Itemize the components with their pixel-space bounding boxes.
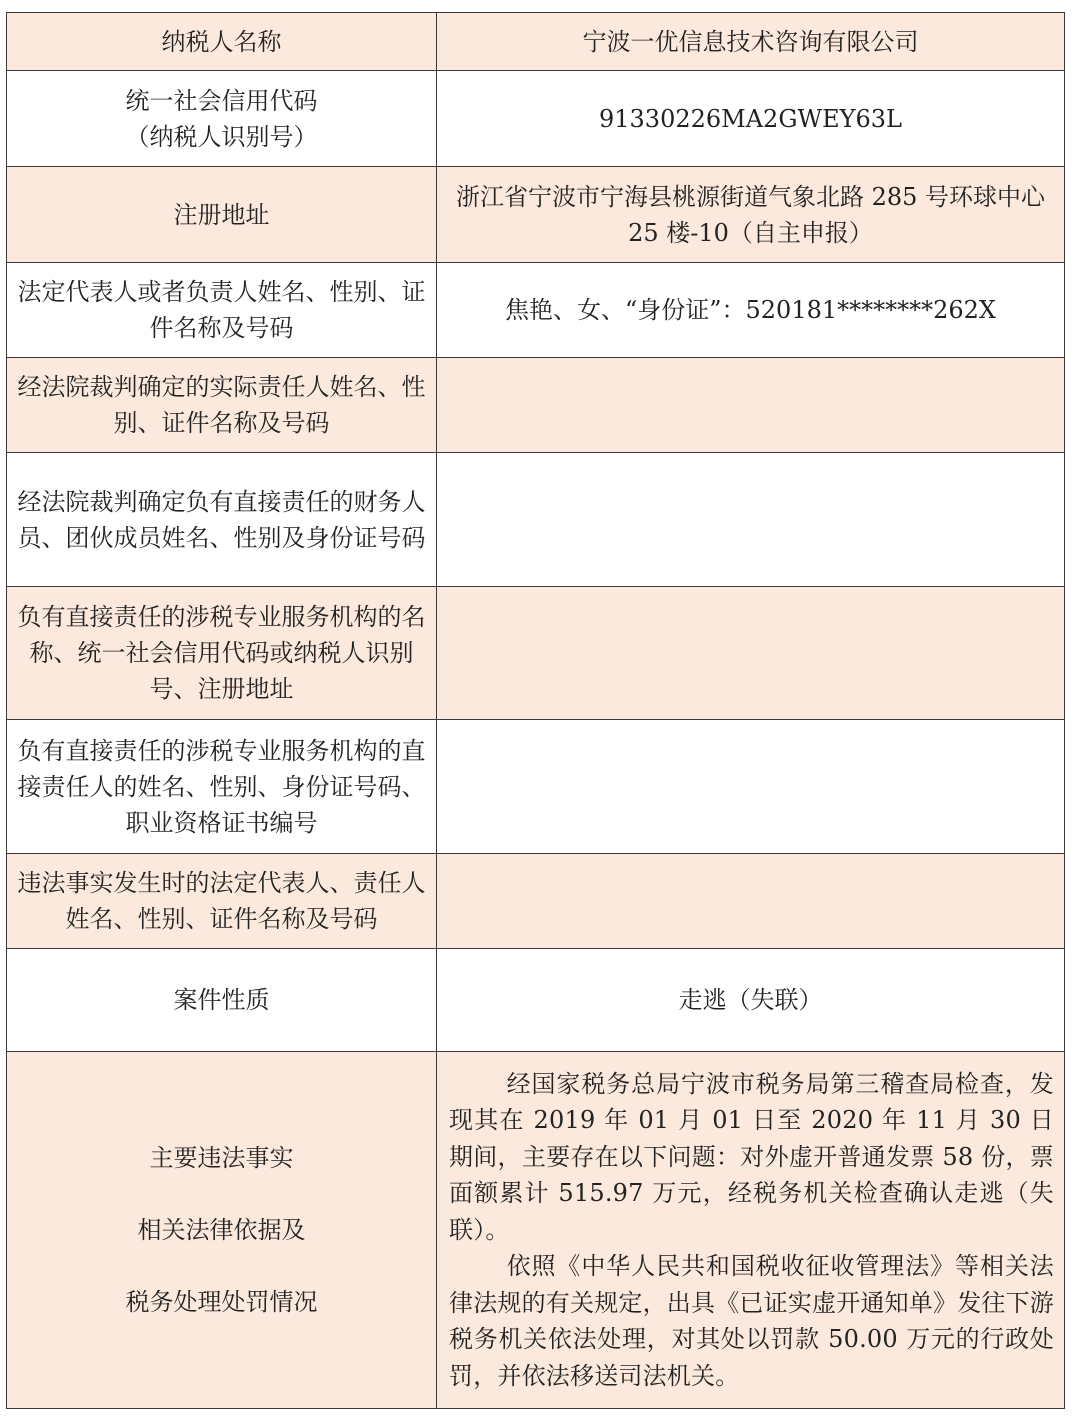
value-agency-responsible-person <box>437 720 1065 854</box>
tax-violation-table <box>6 12 1065 1409</box>
row-financial-staff <box>7 453 1065 587</box>
label-credit-code-line2: （纳税人识别号） <box>125 122 318 151</box>
row-main-facts <box>7 1052 1065 1409</box>
label-financial-staff: 经法院裁判确定负有直接责任的财务人员、团伙成员姓名、性别及身份证号码 <box>7 453 437 587</box>
value-representative-at-violation <box>437 854 1065 949</box>
row-registered-address <box>7 167 1065 263</box>
label-taxpayer-name: 纳税人名称 <box>7 13 437 71</box>
value-main-facts <box>437 1052 1065 1409</box>
label-tax-service-agency: 负有直接责任的涉税专业服务机构的名称、统一社会信用代码或纳税人识别号、注册地址 <box>7 587 437 720</box>
facts-paragraph-inspection: 经国家税务总局宁波市税务局第三稽查局检查，发现其在 2019 年 01 月 01 日至 2020 年 11 月 30 日期间，主要存在以下问题：对外虚开普通发票 58 份，票面额累计 515.97 万元，经税务机关检查确认走逃（失联）。 <box>449 1069 1054 1244</box>
row-taxpayer-name <box>7 13 1065 71</box>
row-agency-responsible-person <box>7 720 1065 854</box>
value-case-nature: 走逃（失联） <box>437 949 1065 1052</box>
label-registered-address: 注册地址 <box>7 167 437 263</box>
value-tax-service-agency <box>437 587 1065 720</box>
value-taxpayer-name: 宁波一优信息技术咨询有限公司 <box>437 13 1065 71</box>
label-main-facts-line2: 相关法律依据及 <box>137 1216 306 1244</box>
label-main-facts-line3: 税务处理处罚情况 <box>125 1288 318 1316</box>
row-tax-service-agency <box>7 587 1065 720</box>
row-representative-at-violation <box>7 854 1065 949</box>
row-actual-responsible-person <box>7 358 1065 453</box>
value-financial-staff <box>437 453 1065 587</box>
facts-paragraph-penalty: 依照《中华人民共和国税收征收管理法》等相关法律法规的有关规定，出具《已证实虚开通知单》发往下游税务机关依法处理，对其处以罚款 50.00 万元的行政处罚，并依法移送司法机关。 <box>449 1252 1054 1390</box>
label-legal-representative: 法定代表人或者负责人姓名、性别、证件名称及号码 <box>7 263 437 358</box>
row-legal-representative <box>7 263 1065 358</box>
label-representative-at-violation: 违法事实发生时的法定代表人、责任人姓名、性别、证件名称及号码 <box>7 854 437 949</box>
value-legal-representative: 焦艳、女、“身份证”：520181********262X <box>437 263 1065 358</box>
row-credit-code <box>7 71 1065 167</box>
label-case-nature: 案件性质 <box>7 949 437 1052</box>
label-actual-responsible-person: 经法院裁判确定的实际责任人姓名、性别、证件名称及号码 <box>7 358 437 453</box>
value-credit-code: 91330226MA2GWEY63L <box>437 71 1065 167</box>
value-actual-responsible-person <box>437 358 1065 453</box>
label-credit-code <box>7 71 437 167</box>
label-credit-code-line1: 统一社会信用代码 <box>125 86 318 115</box>
tax-violation-table-wrapper <box>6 12 1065 1409</box>
value-registered-address: 浙江省宁波市宁海县桃源街道气象北路 285 号环球中心 25 楼-10（自主申报） <box>437 167 1065 263</box>
label-main-facts <box>7 1052 437 1409</box>
label-agency-responsible-person: 负有直接责任的涉税专业服务机构的直接责任人的姓名、性别、身份证号码、职业资格证书编号 <box>7 720 437 854</box>
label-main-facts-line1: 主要违法事实 <box>149 1144 294 1172</box>
row-case-nature <box>7 949 1065 1052</box>
